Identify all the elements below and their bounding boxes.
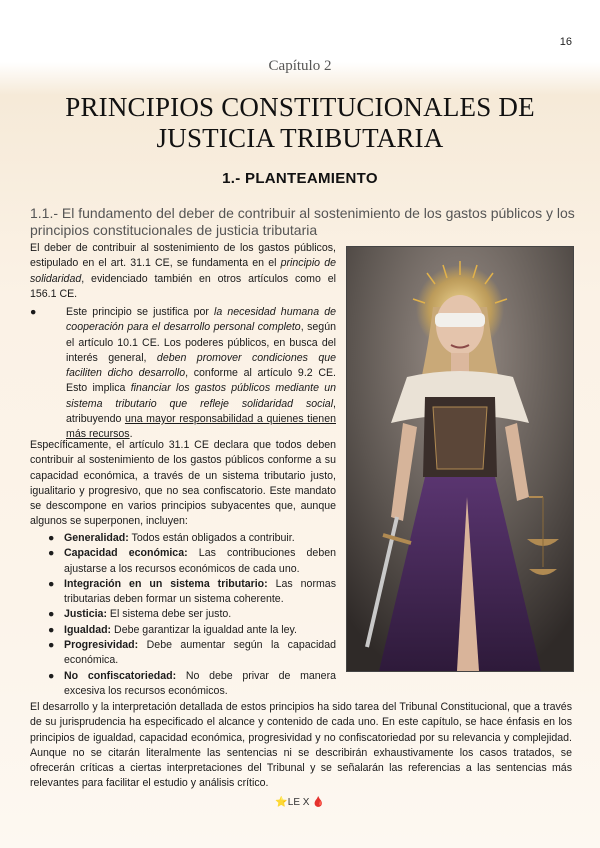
bullet-paragraph bbox=[30, 305, 337, 443]
principle-desc: Todos están obligados a contribuir. bbox=[128, 532, 295, 544]
list-item bbox=[48, 607, 336, 622]
principle-term: Igualdad: bbox=[64, 623, 112, 636]
intro-paragraph bbox=[30, 241, 336, 302]
bullet-icon: ● bbox=[48, 547, 55, 560]
principle-desc: Las normas tributarias deben formar un sistema coherente. bbox=[64, 577, 336, 606]
principle-desc: No debe privar de manera excesiva los recursos económicos. bbox=[64, 669, 336, 697]
list-item bbox=[48, 577, 336, 608]
bullet-text: . bbox=[129, 428, 133, 441]
principle-desc: Debe aumentar según la capacidad económica. bbox=[64, 639, 336, 667]
bullet-icon: ● bbox=[48, 623, 55, 636]
principle-term: Integración en un sistema tributario: bbox=[64, 577, 268, 590]
lady-justice-illustration bbox=[346, 246, 574, 672]
list-item bbox=[48, 669, 336, 700]
intro-text-1: El deber de contribuir al sostenimiento de los gastos públicos, estipulado en el art. 31.1 CE, se fundamenta en el bbox=[30, 242, 336, 270]
intro-emphasis: principio de solidaridad bbox=[30, 257, 336, 285]
footer-logo bbox=[0, 797, 600, 808]
principle-term: Generalidad: bbox=[64, 532, 129, 544]
principle-term: Capacidad económica: bbox=[64, 547, 188, 560]
principle-desc: Debe garantizar la igualdad ante la ley. bbox=[111, 623, 297, 636]
page-title: PRINCIPIOS CONSTITUCIONALES DE JUSTICIA TRIBUTARIA bbox=[65, 92, 535, 153]
footer-text: LE X bbox=[287, 797, 310, 808]
star-icon: ⭐ bbox=[275, 797, 288, 808]
principle-term: Progresividad: bbox=[64, 639, 139, 652]
bullet-emphasis: deben promover condiciones que faciliten dicho desarrollo bbox=[66, 351, 337, 380]
page-number: 16 bbox=[559, 36, 572, 48]
bullet-icon: ● bbox=[48, 532, 55, 544]
list-item bbox=[48, 546, 336, 577]
list-item bbox=[48, 638, 336, 669]
bullet-text: , atribuyendo bbox=[66, 397, 336, 426]
list-item bbox=[48, 531, 336, 546]
section-heading: 1.- PLANTEAMIENTO bbox=[222, 170, 378, 187]
specifically-paragraph: Específicamente, el artículo 31.1 CE declara que todos deben contribuir al sostenimiento de los gastos públicos conforme a su capacidad económica, a través de un sistema tributario justo, igualitario y progresivo, que no sea confiscatorio. Este mandato se descompone en varios principios subyacentes que, aunque algunos se superponen, incluyen: bbox=[30, 439, 336, 528]
principles-list bbox=[48, 531, 336, 699]
closing-paragraph: El desarrollo y la interpretación detallada de estos principios ha sido tarea del Tribunal Constitucional, que a través de su jurisprudencia ha especificado el alcance y contenido de cada uno. En este capítulo, se hace énfasis en los principios de igualdad, capacidad económica, progresividad y no confiscatoriedad por su relevancia y complejidad. Aunque no se citarán literalmente las sentencias ni se describirán exhaustivamente los casos tratados, se ofrecerán críticas a ciertas interpretaciones del Tribunal y se señalarán las referencias a las sentencias más relevantes para facilitar el estudio y análisis crítico. bbox=[30, 701, 572, 790]
bullet-text: , conforme al artículo 9.2 CE. Esto implica bbox=[66, 367, 336, 395]
principle-term: Justicia: bbox=[64, 608, 107, 621]
subsection-heading: 1.1.- El fundamento del deber de contribuir al sostenimiento de los gastos públicos y los principios constitucionales de justicia tributaria bbox=[30, 205, 575, 238]
bullet-icon: ● bbox=[48, 669, 55, 682]
principle-desc: El sistema debe ser justo. bbox=[106, 608, 232, 621]
bullet-emphasis: financiar los gastos públicos mediante un sistema tributario que refleje solidaridad social bbox=[66, 382, 336, 410]
principle-desc: Las contribuciones deben ajustarse a los recursos económicos de cada uno. bbox=[64, 547, 336, 575]
bullet-icon: ● bbox=[48, 577, 55, 590]
list-item bbox=[48, 623, 336, 638]
bullet-emphasis: la necesidad humana de cooperación para el desarrollo personal completo bbox=[66, 306, 336, 334]
bullet-icon: ● bbox=[48, 608, 55, 621]
chapter-label: Capítulo 2 bbox=[268, 58, 332, 74]
bullet-icon: ● bbox=[48, 639, 55, 652]
bullet-text: , según el artículo 10.1 CE. Los poderes públicos, en busca del interés general, bbox=[66, 321, 336, 364]
bullet-text: Este principio se justifica por bbox=[66, 306, 215, 318]
bullet-underline: una mayor responsabilidad a quienes tienen más recursos bbox=[66, 413, 336, 441]
bullet-icon: ● bbox=[30, 306, 37, 318]
intro-text-2: , evidenciado también en otros artículos como el 156.1 CE. bbox=[30, 272, 336, 300]
principle-term: No confiscatoriedad: bbox=[64, 669, 177, 682]
blood-drop-icon: 🩸 bbox=[312, 797, 325, 808]
